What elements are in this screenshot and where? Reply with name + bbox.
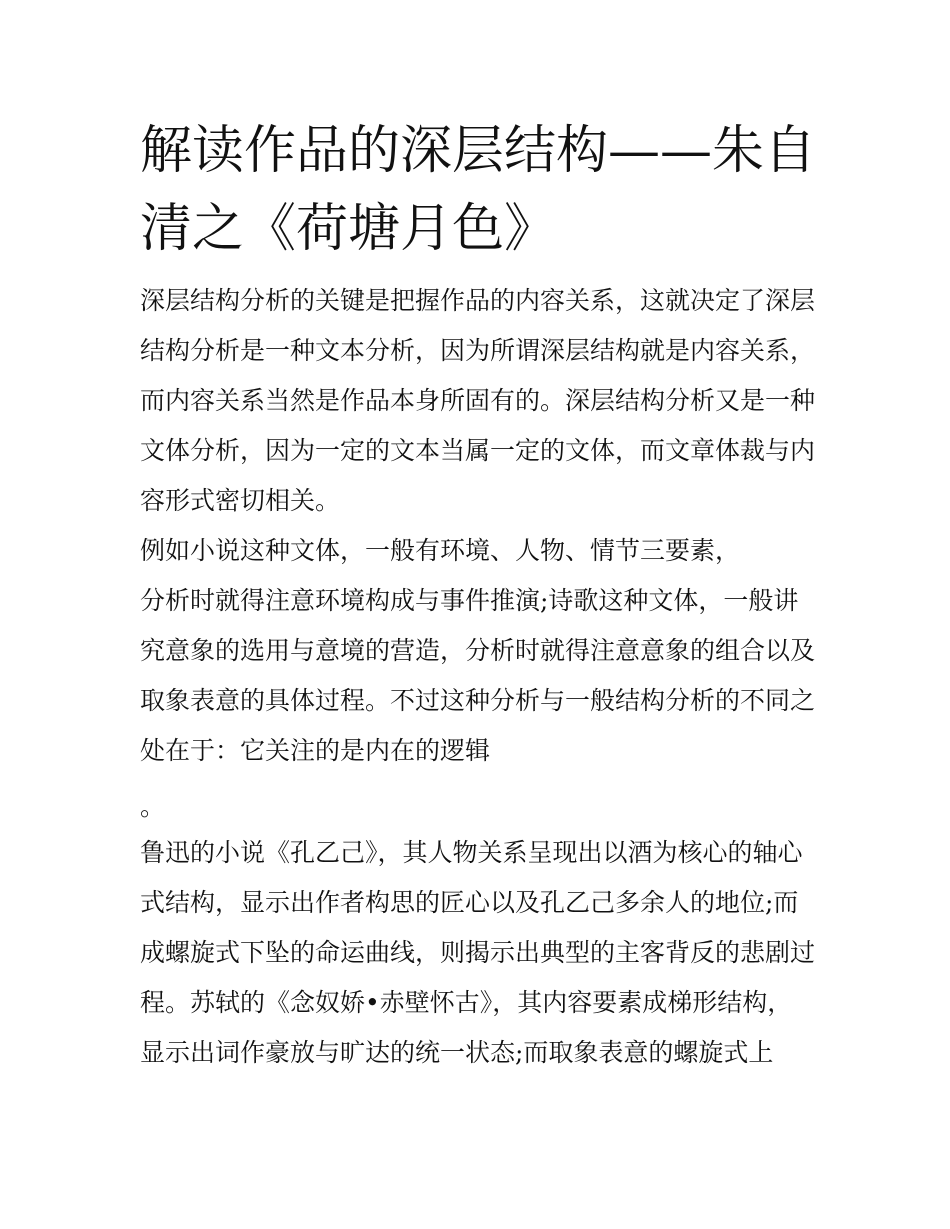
text-line: 式结构，显示出作者构思的匠心以及孔乙己多余人的地位;而 xyxy=(140,888,799,917)
text-line: 。 xyxy=(140,792,166,821)
title-line-1: 解读作品的深层结构——朱自 xyxy=(140,121,817,181)
text-line: 结构分析是一种文本分析，因为所谓深层结构就是内容关系， xyxy=(140,336,816,365)
text-line: 程。苏轼的《念奴娇•赤壁怀古》，其内容要素成梯形结构， xyxy=(140,988,793,1017)
text-line: 显示出词作豪放与旷达的统一状态;而取象表意的螺旋式上 xyxy=(140,1038,774,1067)
text-line: 鲁迅的小说《孔乙己》，其人物关系呈现出以酒为核心的轴心 xyxy=(140,838,803,867)
text-line: 文体分析，因为一定的文本当属一定的文体，而文章体裁与内 xyxy=(140,436,816,465)
text-line: 究意象的选用与意境的营造，分析时就得注意意象的组合以及 xyxy=(140,636,816,665)
text-line: 容形式密切相关。 xyxy=(140,486,341,515)
text-line: 而内容关系当然是作品本身所固有的。深层结构分析又是一种 xyxy=(140,386,816,415)
text-line: 处在于：它关注的是内在的逻辑 xyxy=(140,736,491,765)
text-line: 深层结构分析的关键是把握作品的内容关系，这就决定了深层 xyxy=(140,286,816,315)
text-line: 分析时就得注意环境构成与事件推演;诗歌这种文体，一般讲 xyxy=(140,586,799,615)
text-line: 成螺旋式下坠的命运曲线，则揭示出典型的主客背反的悲剧过 xyxy=(140,938,816,967)
title-line-2: 清之《荷塘月色》 xyxy=(140,199,557,259)
text-line: 取象表意的具体过程。不过这种分析与一般结构分析的不同之 xyxy=(140,686,816,715)
document-title xyxy=(140,112,820,268)
text-line: 例如小说这种文体，一般有环境、人物、情节三要素， xyxy=(140,536,741,565)
